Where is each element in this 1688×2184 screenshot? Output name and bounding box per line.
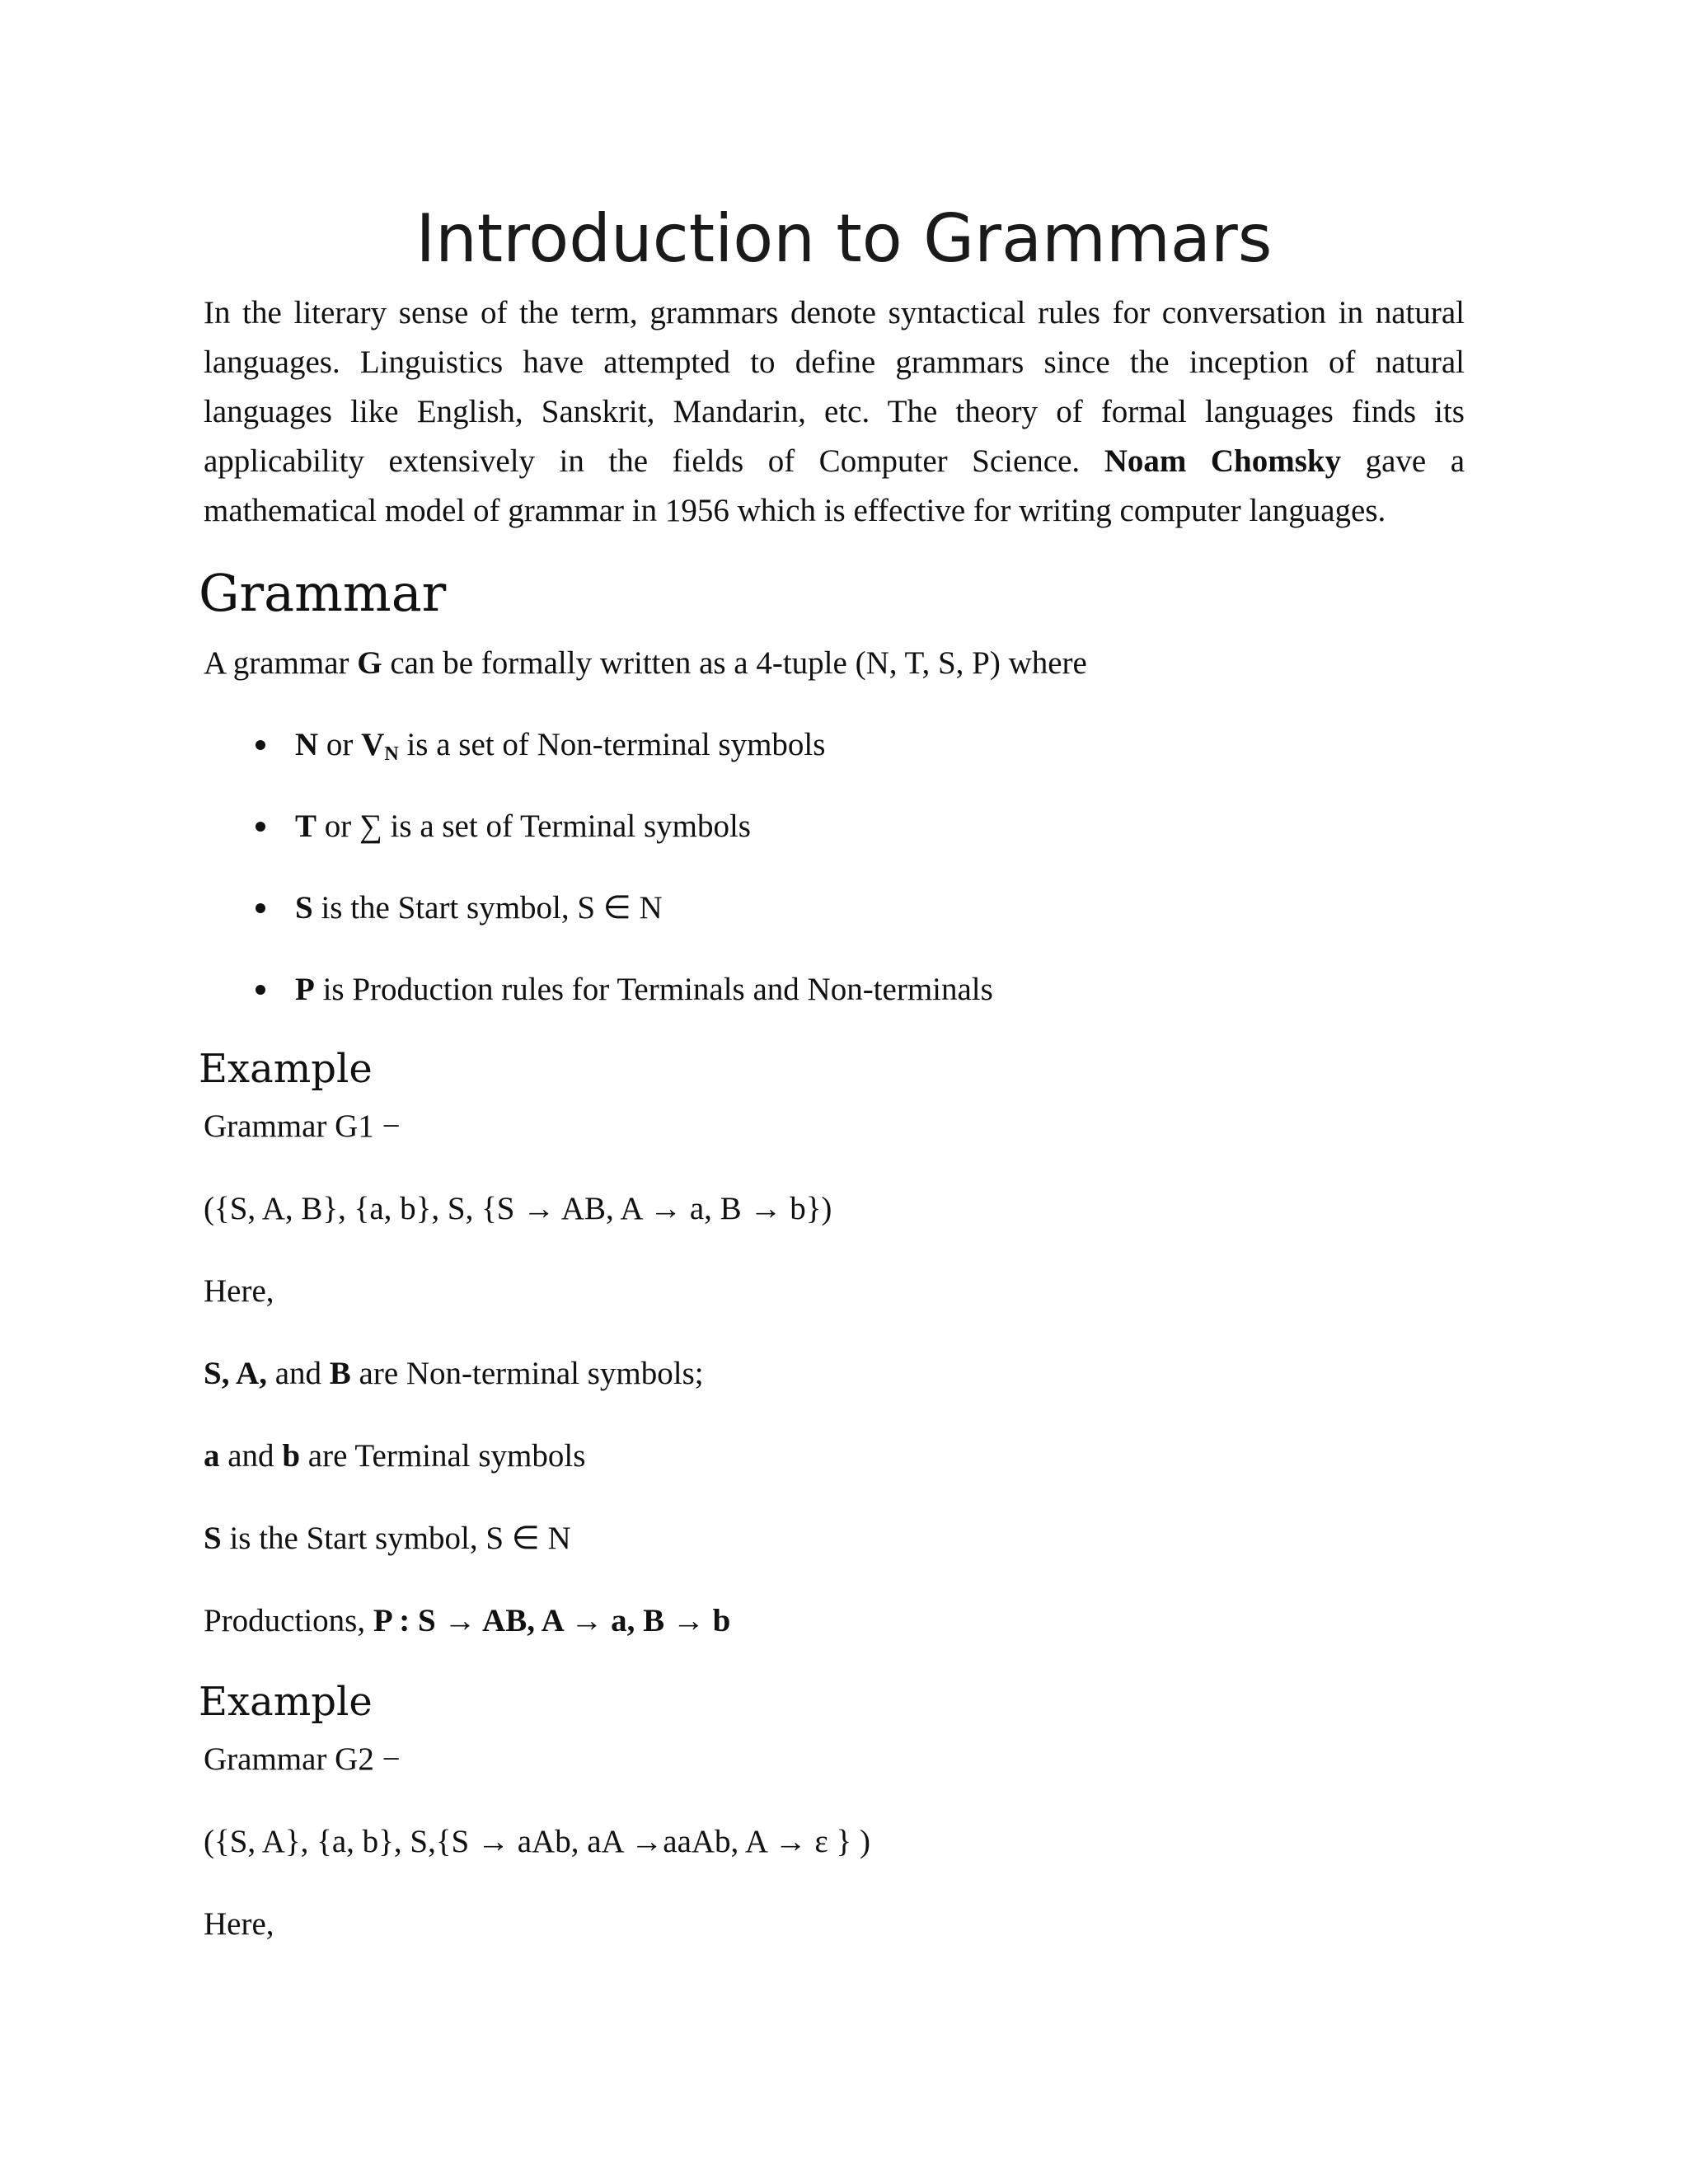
bullet-icon (256, 903, 265, 913)
bullet-icon (256, 740, 265, 750)
s-post: is the Start symbol, S ∈ N (221, 1521, 571, 1556)
intro-text-2: gave a mathematical model of grammar in 1956 which is effective for writing computer languages. (204, 443, 1465, 528)
example-1-terminals (204, 1434, 585, 1479)
bullet-text: is Production rules for Terminals and Non-terminals (314, 972, 993, 1007)
prod-bold: P : S → AB, A → a, B → b (373, 1603, 731, 1638)
bullet-text: or ∑ is a set of Terminal symbols (316, 808, 751, 844)
intro-paragraph (204, 288, 1465, 536)
bullet-text: is a set of Non-terminal symbols (398, 727, 826, 762)
t-mid: and (219, 1438, 283, 1474)
example-1-start-symbol (204, 1516, 571, 1561)
bullet-bold: S (295, 890, 313, 926)
list-item-text (295, 723, 825, 776)
prod-pre: Productions, (204, 1603, 373, 1638)
bullet-bold: V (361, 727, 385, 762)
bullet-subscript: N (384, 743, 399, 765)
grammar-definition (204, 641, 1087, 686)
t-bold: b (282, 1438, 301, 1474)
example-1-heading: Example (199, 1046, 373, 1092)
list-item-text (295, 804, 751, 849)
example-2-here: Here, (204, 1906, 274, 1942)
def-pre: A grammar (204, 645, 349, 681)
bullet-text: or (318, 727, 362, 762)
example-2-heading: Example (199, 1679, 373, 1725)
nt-mid: and (266, 1356, 330, 1391)
bullet-bold: N (295, 727, 319, 762)
list-item-text (295, 886, 663, 930)
t-bold: a (204, 1438, 220, 1474)
bullet-bold: T (295, 808, 317, 844)
bullet-text: is the Start symbol, S ∈ N (312, 890, 663, 926)
example-1-label: Grammar G1 − (204, 1108, 401, 1144)
example-1-tuple: ({S, A, B}, {a, b}, S, {S → AB, A → a, B → b}) (204, 1191, 832, 1226)
example-1-here: Here, (204, 1273, 274, 1309)
def-post: can be formally written as a 4-tuple (N, T, S, P) where (390, 645, 1087, 681)
nt-bold: B (329, 1356, 351, 1391)
bullet-icon (256, 985, 265, 995)
list-item-text (295, 968, 993, 1012)
nt-post: are Non-terminal symbols; (350, 1356, 704, 1391)
page-title: Introduction to Grammars (415, 200, 1273, 277)
s-bold: S (204, 1521, 222, 1556)
intro-text-1: In the literary sense of the term, grammars denote syntactical rules for conversation in natural languages. Linguistics have attempted to define grammars since the inception of natural languages like English, Sanskrit, Mandarin, etc. The theory of formal languages finds its applicability extensively in the fields of Computer Science. (204, 295, 1465, 479)
nt-bold: S, A, (204, 1356, 267, 1391)
intro-bold-name: Noam Chomsky (1104, 443, 1342, 479)
t-post: are Terminal symbols (300, 1438, 586, 1474)
grammar-heading: Grammar (199, 563, 447, 623)
example-1-nonterminals (204, 1352, 704, 1396)
example-1-productions (204, 1599, 730, 1643)
bullet-bold: P (295, 972, 315, 1007)
example-2-tuple: ({S, A}, {a, b}, S,{S → aAb, aA →aaAb, A → ε } ) (204, 1824, 871, 1859)
def-bold: G (357, 645, 382, 681)
bullet-icon (256, 822, 265, 832)
example-2-label: Grammar G2 − (204, 1741, 401, 1777)
